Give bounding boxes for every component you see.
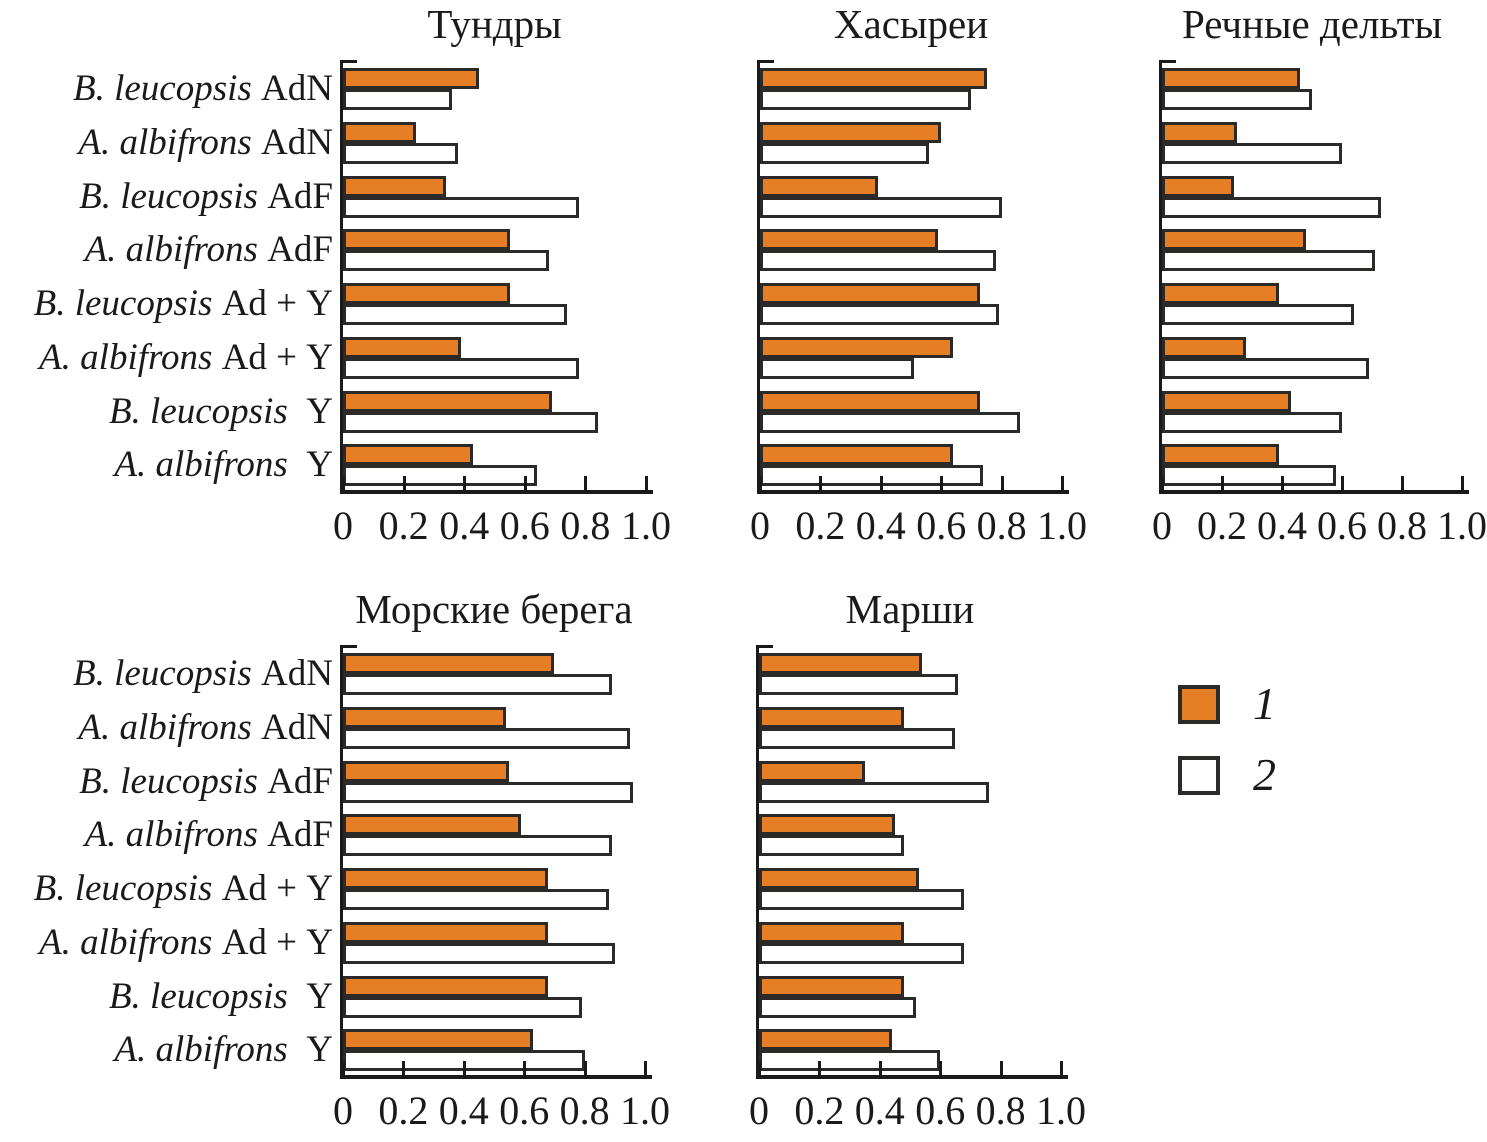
x-axis (1159, 490, 1469, 494)
bar-2-b-leucopsis-ad-y (343, 889, 609, 910)
x-axis (340, 1075, 652, 1079)
category-suffix: AdF (257, 229, 333, 271)
bar-1-b-leucopsis-ad-y (760, 283, 980, 304)
bar-1-a-albifrons-ad-y (343, 337, 461, 358)
bar-2-a-albifrons-adf (760, 250, 996, 271)
bar-1-b-leucopsis-adn (343, 68, 479, 89)
bar-2-a-albifrons-y (760, 465, 983, 486)
category-species: A. albifrons (78, 121, 252, 163)
y-axis (340, 645, 343, 1077)
category-species: B. leucopsis (33, 283, 213, 324)
legend-swatch-series2 (1178, 756, 1220, 795)
x-tick-label: 0.4 (855, 503, 906, 548)
x-tick-label: 0 (750, 503, 770, 548)
bar-2-b-leucopsis-y (760, 412, 1020, 433)
bar-2-a-albifrons-adn (760, 143, 929, 164)
y-axis (340, 60, 343, 492)
x-tick-label: 0.8 (559, 1088, 610, 1133)
x-tick-label: 0.6 (916, 503, 967, 548)
x-axis-tick (1060, 1061, 1063, 1075)
legend-swatch-series1 (1178, 685, 1220, 724)
category-suffix: Ad + Y (212, 336, 333, 378)
category-label (114, 1028, 333, 1072)
x-tick-label: 0.6 (1317, 503, 1367, 548)
x-axis-tick (1000, 1061, 1003, 1075)
x-tick-label: 0 (333, 1088, 353, 1133)
chart-marshes (749, 586, 1086, 1133)
x-tick-label: 0.2 (794, 1088, 845, 1133)
category-label (39, 921, 333, 965)
x-tick-label: 1.0 (1437, 503, 1487, 548)
x-tick-label: 0.6 (499, 1088, 550, 1133)
x-tick-label: 0.4 (1257, 503, 1307, 548)
x-tick-label: 0.2 (795, 503, 846, 548)
legend-label-series2: 2 (1253, 749, 1276, 800)
bar-1-b-leucopsis-ad-y (759, 868, 919, 889)
chart-sea-shores (33, 586, 670, 1133)
bar-1-a-albifrons-y (343, 1029, 533, 1050)
bar-2-a-albifrons-adn (343, 728, 630, 749)
x-axis-tick (644, 1061, 647, 1075)
category-species: A. albifrons (114, 444, 288, 486)
bar-2-b-leucopsis-y (343, 412, 598, 433)
bar-2-b-leucopsis-y (759, 997, 916, 1018)
x-axis-tick (759, 476, 762, 490)
category-label (79, 175, 333, 219)
category-species: A. albifrons (39, 921, 213, 963)
bar-1-b-leucopsis-y (1162, 391, 1291, 412)
x-axis-tick (818, 1061, 821, 1075)
x-tick-label: 1.0 (1036, 1088, 1086, 1133)
category-suffix: AdF (257, 814, 333, 856)
x-axis-tick (584, 1061, 587, 1075)
bar-2-a-albifrons-ad-y (760, 358, 914, 379)
bar-1-b-leucopsis-adf (343, 761, 509, 782)
y-axis-top-tick (757, 60, 774, 63)
x-axis-tick (403, 476, 406, 490)
chart-title-khasyreys: Хасыреи (833, 1, 989, 47)
bar-1-a-albifrons-adn (760, 122, 941, 143)
category-suffix: AdF (257, 175, 333, 217)
y-axis (757, 60, 760, 492)
category-label (85, 228, 333, 272)
category-suffix: Y (287, 1029, 333, 1071)
bar-1-b-leucopsis-ad-y (1162, 283, 1279, 304)
bar-2-a-albifrons-adn (343, 143, 458, 164)
category-label (39, 336, 333, 380)
x-tick-label: 0.4 (854, 1088, 905, 1133)
x-axis (756, 1075, 1068, 1079)
bar-1-a-albifrons-y (343, 444, 473, 465)
category-species: B. leucopsis (108, 390, 288, 432)
bar-2-a-albifrons-adf (343, 250, 549, 271)
category-label (78, 706, 333, 750)
x-tick-label: 0.8 (1377, 503, 1427, 548)
legend-label-series1: 1 (1253, 678, 1276, 729)
bar-1-a-albifrons-adf (343, 814, 521, 835)
bar-2-b-leucopsis-adf (760, 197, 1002, 218)
x-axis-tick (1341, 476, 1344, 490)
bar-1-b-leucopsis-adn (343, 653, 554, 674)
chart-title-tundras: Тундры (427, 1, 562, 47)
x-tick-label: 0.2 (378, 503, 429, 548)
bar-1-b-leucopsis-adf (1162, 176, 1234, 197)
bar-1-b-leucopsis-adf (343, 176, 446, 197)
category-suffix: AdN (251, 68, 333, 109)
y-axis-top-tick (340, 60, 357, 63)
bar-1-a-albifrons-y (759, 1029, 892, 1050)
bar-2-b-leucopsis-y (343, 997, 582, 1018)
bar-1-b-leucopsis-y (760, 391, 980, 412)
x-tick-label: 1.0 (620, 1088, 670, 1133)
x-axis-tick (584, 476, 587, 490)
category-species: B. leucopsis (79, 175, 258, 217)
x-axis-tick (342, 1061, 345, 1075)
y-axis (756, 645, 759, 1077)
bar-1-b-leucopsis-adn (1162, 68, 1300, 89)
bar-1-a-albifrons-adn (343, 122, 416, 143)
category-species: A. albifrons (78, 706, 252, 748)
category-suffix: Ad + Y (212, 921, 333, 963)
x-tick-label: 0 (333, 503, 353, 548)
category-suffix: Y (287, 390, 333, 432)
x-axis (757, 490, 1069, 494)
y-axis (1159, 60, 1162, 492)
x-axis-tick (1221, 476, 1224, 490)
category-species: B. leucopsis (33, 868, 213, 909)
x-tick-label: 0.4 (438, 1088, 489, 1133)
bar-2-b-leucopsis-adf (1162, 197, 1381, 218)
bar-2-b-leucopsis-adn (1162, 89, 1312, 110)
bar-1-a-albifrons-ad-y (343, 922, 548, 943)
bar-2-a-albifrons-adf (759, 835, 904, 856)
legend-item-2 (1178, 749, 1276, 800)
bar-1-a-albifrons-adn (759, 707, 904, 728)
bar-2-a-albifrons-adn (759, 728, 955, 749)
bar-2-a-albifrons-y (759, 1050, 940, 1071)
x-axis-tick (819, 476, 822, 490)
bar-1-a-albifrons-y (760, 444, 953, 465)
x-axis-tick (523, 1061, 526, 1075)
bar-1-b-leucopsis-y (343, 391, 552, 412)
x-axis-tick (1401, 476, 1404, 490)
bar-1-a-albifrons-adn (343, 707, 506, 728)
bar-1-a-albifrons-adf (343, 229, 510, 250)
category-suffix: Ad + Y (212, 868, 333, 909)
x-axis-tick (463, 476, 466, 490)
bar-2-a-albifrons-adf (1162, 250, 1375, 271)
bar-1-b-leucopsis-y (759, 976, 904, 997)
category-suffix: AdN (251, 121, 333, 163)
bar-2-b-leucopsis-adn (343, 674, 612, 695)
category-label (34, 282, 333, 326)
category-species: A. albifrons (39, 336, 213, 378)
x-axis-tick (342, 476, 345, 490)
x-axis-tick (758, 1061, 761, 1075)
x-axis (340, 490, 653, 494)
bar-1-b-leucopsis-adf (759, 761, 865, 782)
bar-1-a-albifrons-adf (759, 814, 895, 835)
x-axis-tick (645, 476, 648, 490)
x-tick-label: 0 (1152, 503, 1172, 548)
x-tick-label: 0 (749, 1088, 769, 1133)
bar-2-a-albifrons-y (343, 465, 537, 486)
bar-2-a-albifrons-ad-y (759, 943, 964, 964)
bar-2-b-leucopsis-adf (343, 782, 633, 803)
bar-2-b-leucopsis-adf (759, 782, 989, 803)
bar-1-b-leucopsis-ad-y (343, 868, 548, 889)
category-label (114, 443, 333, 487)
bar-2-b-leucopsis-adf (343, 197, 579, 218)
y-axis-top-tick (1159, 60, 1176, 63)
category-species: A. albifrons (84, 814, 258, 856)
bar-1-b-leucopsis-adf (760, 176, 878, 197)
x-axis-tick (940, 476, 943, 490)
x-axis-tick (1461, 476, 1464, 490)
bar-1-b-leucopsis-y (343, 976, 548, 997)
category-label (109, 390, 333, 434)
chart-khasyreys (750, 1, 1087, 548)
x-axis-tick (1281, 476, 1284, 490)
category-label (85, 813, 333, 857)
category-label (73, 652, 333, 696)
x-axis-tick (880, 476, 883, 490)
x-tick-label: 1.0 (621, 503, 671, 548)
x-axis-tick (1001, 476, 1004, 490)
bar-1-a-albifrons-adn (1162, 122, 1237, 143)
category-suffix: AdN (251, 653, 333, 694)
x-tick-label: 0.6 (499, 503, 550, 548)
bar-2-b-leucopsis-y (1162, 412, 1342, 433)
x-tick-label: 1.0 (1037, 503, 1087, 548)
category-species: B. leucopsis (72, 653, 252, 694)
bar-2-b-leucopsis-ad-y (343, 304, 567, 325)
bar-1-a-albifrons-ad-y (759, 922, 904, 943)
y-axis-top-tick (340, 645, 357, 648)
category-suffix: Y (287, 975, 333, 1017)
x-axis-tick (524, 476, 527, 490)
category-suffix: Ad + Y (212, 283, 333, 324)
category-label (73, 67, 333, 111)
chart-title-river-deltas: Речные дельты (1181, 1, 1443, 47)
category-label (34, 867, 333, 911)
x-tick-label: 0.2 (1197, 503, 1247, 548)
bar-2-b-leucopsis-ad-y (759, 889, 964, 910)
legend-item-1 (1178, 678, 1276, 729)
category-species: B. leucopsis (79, 760, 258, 802)
category-species: B. leucopsis (108, 975, 288, 1017)
bar-2-b-leucopsis-adn (343, 89, 452, 110)
bar-1-a-albifrons-ad-y (760, 337, 953, 358)
x-axis-tick (402, 1061, 405, 1075)
x-tick-label: 0.4 (439, 503, 490, 548)
y-axis-top-tick (756, 645, 773, 648)
legend (1178, 678, 1276, 826)
chart-title-sea-shores: Морские берега (355, 586, 633, 632)
category-suffix: Y (287, 444, 333, 486)
category-species: A. albifrons (84, 229, 258, 271)
bar-2-b-leucopsis-adn (759, 674, 958, 695)
chart-tundras (33, 1, 671, 548)
category-suffix: AdN (251, 706, 333, 748)
category-label (78, 121, 333, 165)
bar-2-a-albifrons-ad-y (343, 358, 579, 379)
category-species: B. leucopsis (72, 68, 252, 109)
x-axis-tick (1161, 476, 1164, 490)
x-tick-label: 0.8 (975, 1088, 1026, 1133)
bar-1-b-leucopsis-adn (759, 653, 922, 674)
x-axis-tick (879, 1061, 882, 1075)
bar-2-a-albifrons-ad-y (343, 943, 615, 964)
bar-1-a-albifrons-adf (760, 229, 938, 250)
bar-1-b-leucopsis-ad-y (343, 283, 510, 304)
x-axis-tick (1061, 476, 1064, 490)
x-tick-label: 0.6 (915, 1088, 966, 1133)
bar-1-b-leucopsis-adn (760, 68, 987, 89)
chart-river-deltas (1152, 1, 1487, 548)
category-suffix: AdF (257, 760, 333, 802)
x-tick-label: 0.2 (378, 1088, 429, 1133)
x-tick-label: 0.8 (976, 503, 1027, 548)
x-axis-tick (939, 1061, 942, 1075)
bar-2-a-albifrons-adn (1162, 143, 1342, 164)
x-axis-tick (463, 1061, 466, 1075)
bar-2-b-leucopsis-adn (760, 89, 971, 110)
bar-2-a-albifrons-y (1162, 465, 1336, 486)
category-label (79, 760, 333, 804)
bar-1-a-albifrons-adf (1162, 229, 1306, 250)
bar-2-a-albifrons-adf (343, 835, 612, 856)
category-species: A. albifrons (114, 1029, 288, 1071)
bar-2-b-leucopsis-ad-y (1162, 304, 1354, 325)
x-tick-label: 0.8 (560, 503, 611, 548)
bar-1-a-albifrons-ad-y (1162, 337, 1246, 358)
bar-2-a-albifrons-ad-y (1162, 358, 1369, 379)
chart-title-marshes: Марши (845, 586, 975, 632)
bar-2-b-leucopsis-ad-y (760, 304, 999, 325)
bar-1-a-albifrons-y (1162, 444, 1279, 465)
category-label (109, 975, 333, 1019)
